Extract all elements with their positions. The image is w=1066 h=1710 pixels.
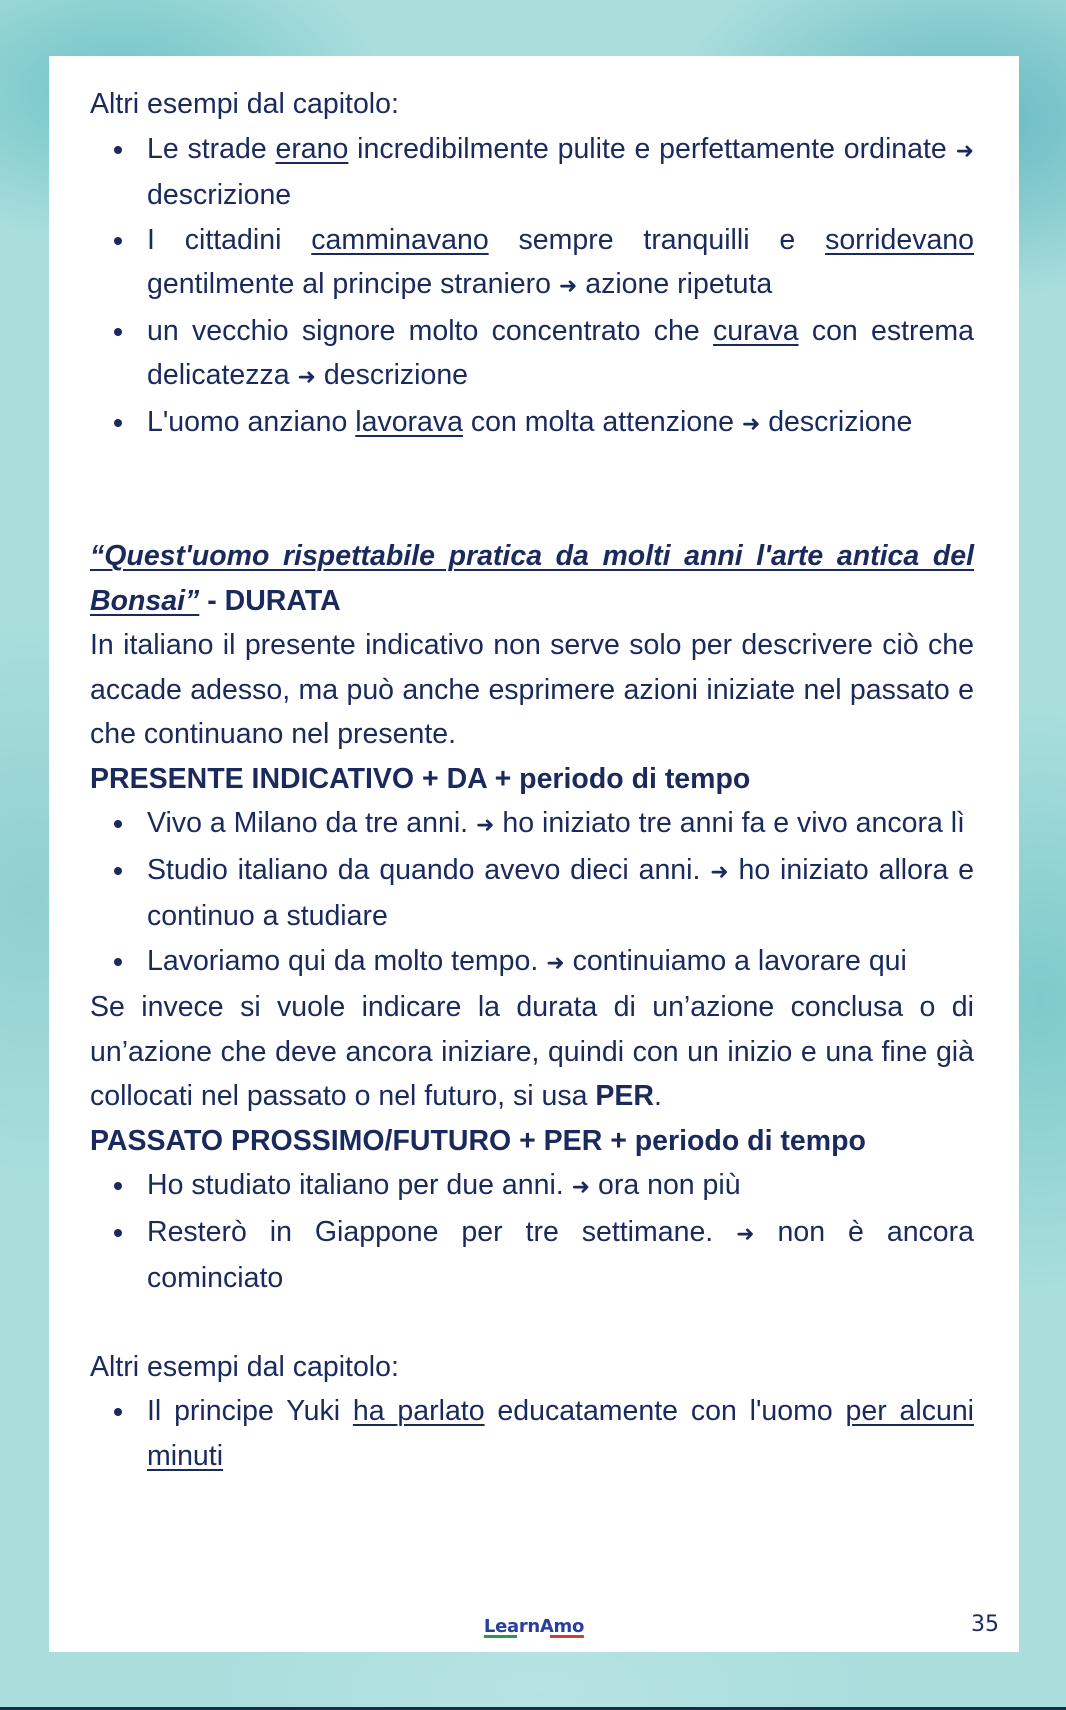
learnamo-logo: LearnAmo [483, 1616, 585, 1637]
rule2-examples-list [90, 1163, 974, 1301]
underlined-verb: sorridevano [825, 223, 974, 256]
arrow-icon: ➜ [546, 949, 565, 975]
arrow-icon: ➜ [955, 137, 974, 163]
page-sheet [49, 56, 1019, 1652]
arrow-icon: ➜ [710, 858, 729, 884]
arrow-icon: ➜ [558, 273, 578, 298]
arrow-icon: ➜ [297, 364, 316, 389]
rule-heading: PRESENTE INDICATIVO + DA + periodo di tempo [90, 762, 751, 795]
list-item: Vivo a Milano da tre anni. ➜ ho iniziato tre anni fa e vivo ancora lì [90, 801, 974, 848]
list-item: Studio italiano da quando avevo dieci anni. ➜ ho iniziato allora e continuo a studiare [90, 848, 974, 939]
section-heading: Altri esempi dal capitolo: [90, 88, 399, 120]
underlined-verb: erano [275, 132, 349, 165]
list-item: I cittadini camminavano sempre tranquilli e sorridevano gentilmente al principe straniero ➜ azione ripetuta [90, 218, 974, 309]
list-item: Lavoriamo qui da molto tempo. ➜ continuiamo a lavorare qui [90, 939, 974, 986]
arrow-icon: ➜ [571, 1174, 591, 1199]
rule-heading: PASSATO PROSSIMO/FUTURO + PER + periodo di tempo [90, 1124, 866, 1157]
list-item: Resterò in Giappone per tre settimane. ➜ non è ancora cominciato [90, 1210, 974, 1301]
per-paragraph: Se invece si vuole indicare la durata di un’azione conclusa o di un’azione che deve ancora iniziare, quindi con un inizio e una fine già collocati nel passato o nel futuro, si usa PER. [90, 991, 974, 1112]
spacer [90, 446, 974, 534]
underlined-verb: lavorava [355, 405, 463, 438]
page-number: 35 [971, 1612, 999, 1637]
arrow-icon: ➜ [736, 1220, 755, 1246]
list-item: Le strade erano incredibilmente pulite e perfettamente ordinate ➜ descrizione [90, 127, 974, 218]
spacer [90, 1301, 974, 1345]
underlined-phrase: per alcuni minuti [147, 1395, 974, 1472]
quote-title: “Quest'uomo rispettabile pratica da molti anni l'arte antica del Bonsai” - DURATA [90, 540, 974, 617]
intro-paragraph: In italiano il presente indicativo non serve solo per descrivere ciò che accade adesso, ma può anche esprimere azioni iniziate nel passato e che continuano nel presente. [90, 629, 974, 750]
list-item: L'uomo anziano lavorava con molta attenzione ➜ descrizione [90, 400, 974, 447]
examples-list [90, 1389, 974, 1478]
section-heading: Altri esempi dal capitolo: [90, 1350, 399, 1383]
list-item: un vecchio signore molto concentrato che curava con estrema delicatezza ➜ descrizione [90, 309, 974, 400]
arrow-icon: ➜ [476, 812, 495, 837]
rule1-examples-list [90, 801, 974, 985]
underlined-verb: curava [713, 314, 799, 347]
underlined-verb: ha parlato [352, 1395, 485, 1427]
underlined-verb: camminavano [311, 223, 489, 256]
list-item: Il principe Yuki ha parlato educatamente con l'uomo per alcuni minuti [90, 1389, 974, 1478]
page-content [90, 82, 974, 1478]
arrow-icon: ➜ [741, 410, 761, 436]
examples-list [90, 127, 974, 447]
list-item: Ho studiato italiano per due anni. ➜ ora non più [90, 1163, 974, 1210]
